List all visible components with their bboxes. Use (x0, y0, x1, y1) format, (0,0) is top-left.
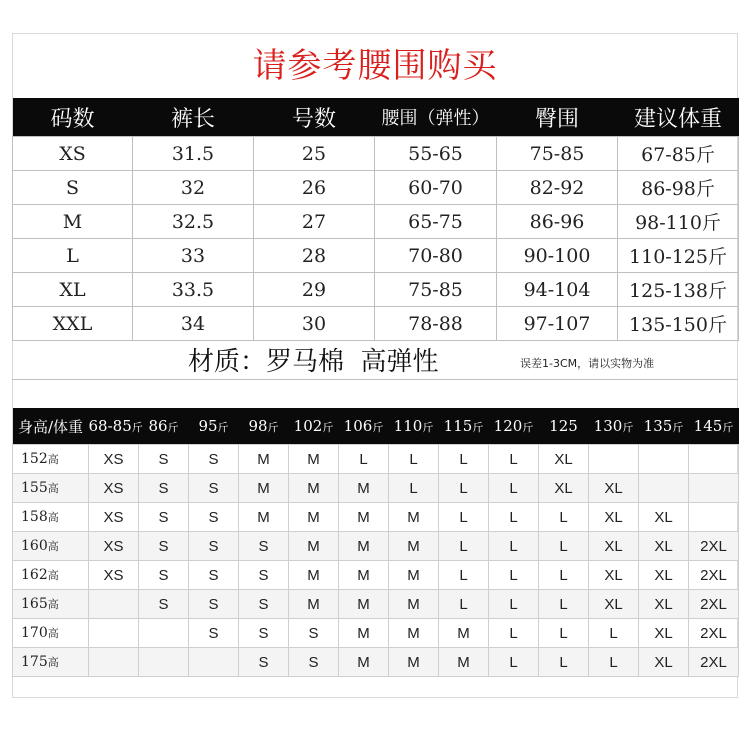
fit-table-weight-header (589, 408, 639, 445)
fit-table-height (13, 619, 89, 648)
weight-value: 145 (693, 417, 723, 435)
height-unit: 高 (47, 482, 59, 495)
size-table-cell: 78-88 (375, 307, 497, 341)
size-table-header-cell: 号数 (254, 98, 375, 137)
fit-table-cell: S (139, 590, 189, 619)
fit-table-cell: M (339, 648, 389, 677)
size-table-cell: 60-70 (375, 171, 497, 205)
size-table-cell: 97-107 (497, 307, 618, 341)
fit-table-cell (689, 445, 739, 474)
size-table-cell: 70-80 (375, 239, 497, 273)
size-table-cell: 28 (254, 239, 375, 273)
fit-table-cell (689, 474, 739, 503)
height-value: 158 (21, 509, 48, 525)
weight-unit: 斤 (622, 421, 634, 434)
fit-table-row (13, 503, 739, 532)
fit-table-cell: XL (639, 503, 689, 532)
size-table-row (13, 171, 739, 205)
size-table-cell: 33 (133, 239, 254, 273)
fit-table-cell: XL (639, 648, 689, 677)
size-table-cell: 86-96 (497, 205, 618, 239)
fit-table-cell: M (389, 503, 439, 532)
fit-table-cell: 2XL (689, 561, 739, 590)
fit-table-cell: XL (539, 445, 589, 474)
fit-table-weight-header (439, 408, 489, 445)
fit-table-cell: L (489, 474, 539, 503)
height-unit: 高 (47, 569, 59, 582)
fit-table-cell: L (539, 532, 589, 561)
fit-table-cell: 2XL (689, 590, 739, 619)
weight-unit: 斤 (522, 421, 534, 434)
fit-table-row (13, 590, 739, 619)
fit-table-weight-header (189, 408, 239, 445)
fit-table-cell: L (539, 561, 589, 590)
size-table-cell: 33.5 (133, 273, 254, 307)
fit-table-cell: M (389, 648, 439, 677)
fit-table-row (13, 474, 739, 503)
size-table-cell: 82-92 (497, 171, 618, 205)
fit-table-cell: M (389, 590, 439, 619)
fit-table-cell: L (389, 474, 439, 503)
fit-table-height (13, 532, 89, 561)
page-title: 请参考腰围购买 (252, 46, 498, 86)
fit-table-cell: M (389, 619, 439, 648)
height-unit: 高 (47, 511, 59, 524)
size-table-header-cell: 腰围（弹性） (375, 98, 497, 137)
size-table-cell: 27 (254, 205, 375, 239)
size-table (12, 98, 739, 341)
size-table-header-cell: 建议体重 (618, 98, 739, 137)
size-table-cell: 98-110斤 (618, 205, 739, 239)
fit-table-cell: M (289, 590, 339, 619)
height-unit: 高 (47, 598, 59, 611)
fit-table-cell: L (489, 619, 539, 648)
fit-table-cell: S (289, 648, 339, 677)
fit-table-cell (639, 445, 689, 474)
weight-unit: 斤 (372, 421, 384, 434)
weight-value: 135 (643, 417, 673, 435)
fit-table-cell (689, 503, 739, 532)
fit-table-cell: XL (639, 561, 689, 590)
size-table-cell: 86-98斤 (618, 171, 739, 205)
fit-table-cell: S (289, 619, 339, 648)
height-unit: 高 (47, 540, 59, 553)
height-unit: 高 (47, 656, 59, 669)
fit-table-cell: M (289, 445, 339, 474)
size-table-row (13, 273, 739, 307)
fit-table-cell: XS (89, 503, 139, 532)
material-row (12, 337, 738, 380)
size-table-cell: 25 (254, 137, 375, 171)
fit-table-weight-header (139, 408, 189, 445)
fit-table-cell: S (139, 532, 189, 561)
size-table-cell: 55-65 (375, 137, 497, 171)
size-table-cell: 90-100 (497, 239, 618, 273)
weight-unit: 斤 (167, 421, 179, 434)
fit-table-cell: L (439, 445, 489, 474)
fit-table-cell: L (589, 619, 639, 648)
fit-table-cell: M (389, 532, 439, 561)
fit-table-height (13, 648, 89, 677)
weight-value: 106 (343, 417, 373, 435)
fit-table-cell (89, 619, 139, 648)
size-table-cell: 26 (254, 171, 375, 205)
fit-table-cell (139, 648, 189, 677)
fit-table-header (13, 408, 739, 445)
fit-table-cell (639, 474, 689, 503)
tolerance-note: 误差1-3CM，请以实物为准 (520, 357, 655, 370)
size-table-cell: 135-150斤 (618, 307, 739, 341)
fit-table-corner: 身高/体重 (13, 408, 89, 445)
fit-table-cell: M (439, 619, 489, 648)
size-table-cell: 29 (254, 273, 375, 307)
fit-table-cell: S (189, 619, 239, 648)
fit-table-cell (589, 445, 639, 474)
size-table-cell: XXL (13, 307, 133, 341)
size-table-cell: 67-85斤 (618, 137, 739, 171)
fit-table-weight-header (88, 408, 143, 445)
fit-table-cell: L (439, 561, 489, 590)
fit-table-cell: S (139, 561, 189, 590)
size-table-header-cell: 裤长 (133, 98, 254, 137)
fit-table (12, 408, 739, 677)
fit-table-cell: 2XL (689, 619, 739, 648)
fit-table-weight-header (539, 408, 589, 445)
fit-table-cell: M (239, 503, 289, 532)
height-value: 160 (21, 538, 48, 554)
fit-table-cell: XL (589, 503, 639, 532)
fit-table-cell: XL (639, 532, 689, 561)
fit-table-cell (139, 619, 189, 648)
height-value: 170 (21, 625, 48, 641)
fit-table-height (13, 445, 89, 474)
size-table-cell: 75-85 (497, 137, 618, 171)
fit-table-cell: L (489, 648, 539, 677)
weight-unit: 斤 (267, 421, 279, 434)
fit-table-cell: L (489, 503, 539, 532)
fit-table-cell: M (239, 474, 289, 503)
fit-table-cell: M (289, 532, 339, 561)
fit-table-cell: XL (589, 532, 639, 561)
fit-table-cell: XL (589, 590, 639, 619)
fit-table-cell: XS (89, 561, 139, 590)
fit-table-cell: L (439, 474, 489, 503)
fit-table-cell: L (489, 590, 539, 619)
fit-table-cell: L (489, 561, 539, 590)
fit-table-cell: XL (589, 474, 639, 503)
fit-table-cell: S (189, 532, 239, 561)
fit-table-cell: L (439, 590, 489, 619)
size-table-cell: 125-138斤 (618, 273, 739, 307)
size-table-cell: 32 (133, 171, 254, 205)
fit-table-cell: S (189, 474, 239, 503)
fit-table-height (13, 561, 89, 590)
fit-table-cell: L (339, 445, 389, 474)
fit-table-height (13, 503, 89, 532)
fit-table-cell: S (139, 474, 189, 503)
height-unit: 高 (47, 453, 59, 466)
fit-table-cell: M (289, 474, 339, 503)
fit-table-row (13, 445, 739, 474)
weight-value: 130 (593, 417, 623, 435)
fit-table-cell: S (239, 590, 289, 619)
weight-unit: 斤 (472, 421, 484, 434)
size-table-cell: 65-75 (375, 205, 497, 239)
fit-table-cell (189, 648, 239, 677)
height-value: 155 (21, 480, 48, 496)
height-value: 175 (21, 654, 48, 670)
fit-table-weight-header (689, 408, 739, 445)
fit-table-cell: S (239, 619, 289, 648)
size-table-cell: 34 (133, 307, 254, 341)
size-table-cell: 30 (254, 307, 375, 341)
fit-table-cell: M (289, 561, 339, 590)
fit-table-cell: S (239, 648, 289, 677)
fit-table-cell: S (189, 590, 239, 619)
size-table-header (13, 98, 739, 137)
fit-table-cell (89, 648, 139, 677)
weight-unit: 斤 (422, 421, 434, 434)
fit-table-cell: L (489, 532, 539, 561)
fit-table-cell: 2XL (689, 532, 739, 561)
fit-table-cell: M (339, 619, 389, 648)
fit-table-cell: M (339, 532, 389, 561)
fit-table-weight-header (639, 408, 689, 445)
size-table-cell: M (13, 205, 133, 239)
size-table-cell: L (13, 239, 133, 273)
fit-table-weight-header (239, 408, 289, 445)
fit-table-cell: L (589, 648, 639, 677)
fit-table-cell: L (539, 590, 589, 619)
fit-table-cell (89, 590, 139, 619)
fit-table-weight-header (489, 408, 539, 445)
fit-table-cell: M (389, 561, 439, 590)
size-table-row (13, 239, 739, 273)
fit-table-cell: XS (89, 532, 139, 561)
fit-table-cell: S (189, 561, 239, 590)
weight-value: 102 (293, 417, 323, 435)
fit-table-cell: M (339, 474, 389, 503)
fit-table-row (13, 619, 739, 648)
fit-table-cell: L (539, 619, 589, 648)
fit-table-row (13, 561, 739, 590)
fit-table-cell: M (339, 561, 389, 590)
weight-value: 120 (493, 417, 523, 435)
fit-table-cell: M (339, 590, 389, 619)
weight-value: 115 (443, 417, 473, 435)
fit-table-cell: 2XL (689, 648, 739, 677)
weight-unit: 斤 (131, 421, 143, 434)
fit-table-cell: L (489, 445, 539, 474)
weight-unit: 斤 (322, 421, 334, 434)
fit-table-row (13, 532, 739, 561)
size-table-cell: 32.5 (133, 205, 254, 239)
fit-table-cell: M (289, 503, 339, 532)
fit-table-height (13, 590, 89, 619)
weight-value: 98 (248, 417, 268, 435)
material-text: 材质：罗马棉 高弹性 (188, 347, 439, 377)
fit-table-weight-header (289, 408, 339, 445)
fit-table-cell: XS (89, 474, 139, 503)
height-value: 165 (21, 596, 48, 612)
size-table-row (13, 205, 739, 239)
fit-table-weight-header (389, 408, 439, 445)
weight-unit: 斤 (217, 421, 229, 434)
fit-table-cell: S (189, 445, 239, 474)
weight-unit: 斤 (672, 421, 684, 434)
fit-table-height (13, 474, 89, 503)
size-table-cell: XS (13, 137, 133, 171)
size-table-row (13, 137, 739, 171)
fit-table-cell: S (239, 561, 289, 590)
fit-table-cell: S (239, 532, 289, 561)
fit-table-cell: M (239, 445, 289, 474)
size-table-cell: 75-85 (375, 273, 497, 307)
fit-table-cell: XL (589, 561, 639, 590)
fit-table-cell: XL (639, 590, 689, 619)
fit-table-cell: S (189, 503, 239, 532)
size-table-cell: 110-125斤 (618, 239, 739, 273)
fit-table-cell: XL (539, 474, 589, 503)
weight-value: 125 (549, 417, 578, 435)
fit-table-cell: S (139, 503, 189, 532)
height-value: 162 (21, 567, 48, 583)
fit-table-cell: L (539, 648, 589, 677)
fit-table-cell: L (389, 445, 439, 474)
fit-table-cell: L (539, 503, 589, 532)
fit-table-cell: M (339, 503, 389, 532)
weight-value: 68-85 (88, 417, 132, 435)
weight-value: 95 (198, 417, 218, 435)
weight-value: 110 (393, 417, 423, 435)
fit-table-cell: L (439, 503, 489, 532)
fit-table-cell: L (439, 532, 489, 561)
fit-table-cell: XL (639, 619, 689, 648)
fit-table-cell: M (439, 648, 489, 677)
size-table-cell: 31.5 (133, 137, 254, 171)
weight-value: 86 (148, 417, 168, 435)
size-table-cell: 94-104 (497, 273, 618, 307)
size-table-header-cell: 码数 (13, 98, 133, 137)
size-table-row (13, 307, 739, 341)
size-table-cell: XL (13, 273, 133, 307)
fit-table-row (13, 648, 739, 677)
size-table-header-cell: 臀围 (497, 98, 618, 137)
fit-table-cell: XS (89, 445, 139, 474)
fit-table-cell: S (139, 445, 189, 474)
size-table-cell: S (13, 171, 133, 205)
height-value: 152 (21, 451, 48, 467)
height-unit: 高 (47, 627, 59, 640)
weight-unit: 斤 (722, 421, 734, 434)
fit-table-weight-header (339, 408, 389, 445)
